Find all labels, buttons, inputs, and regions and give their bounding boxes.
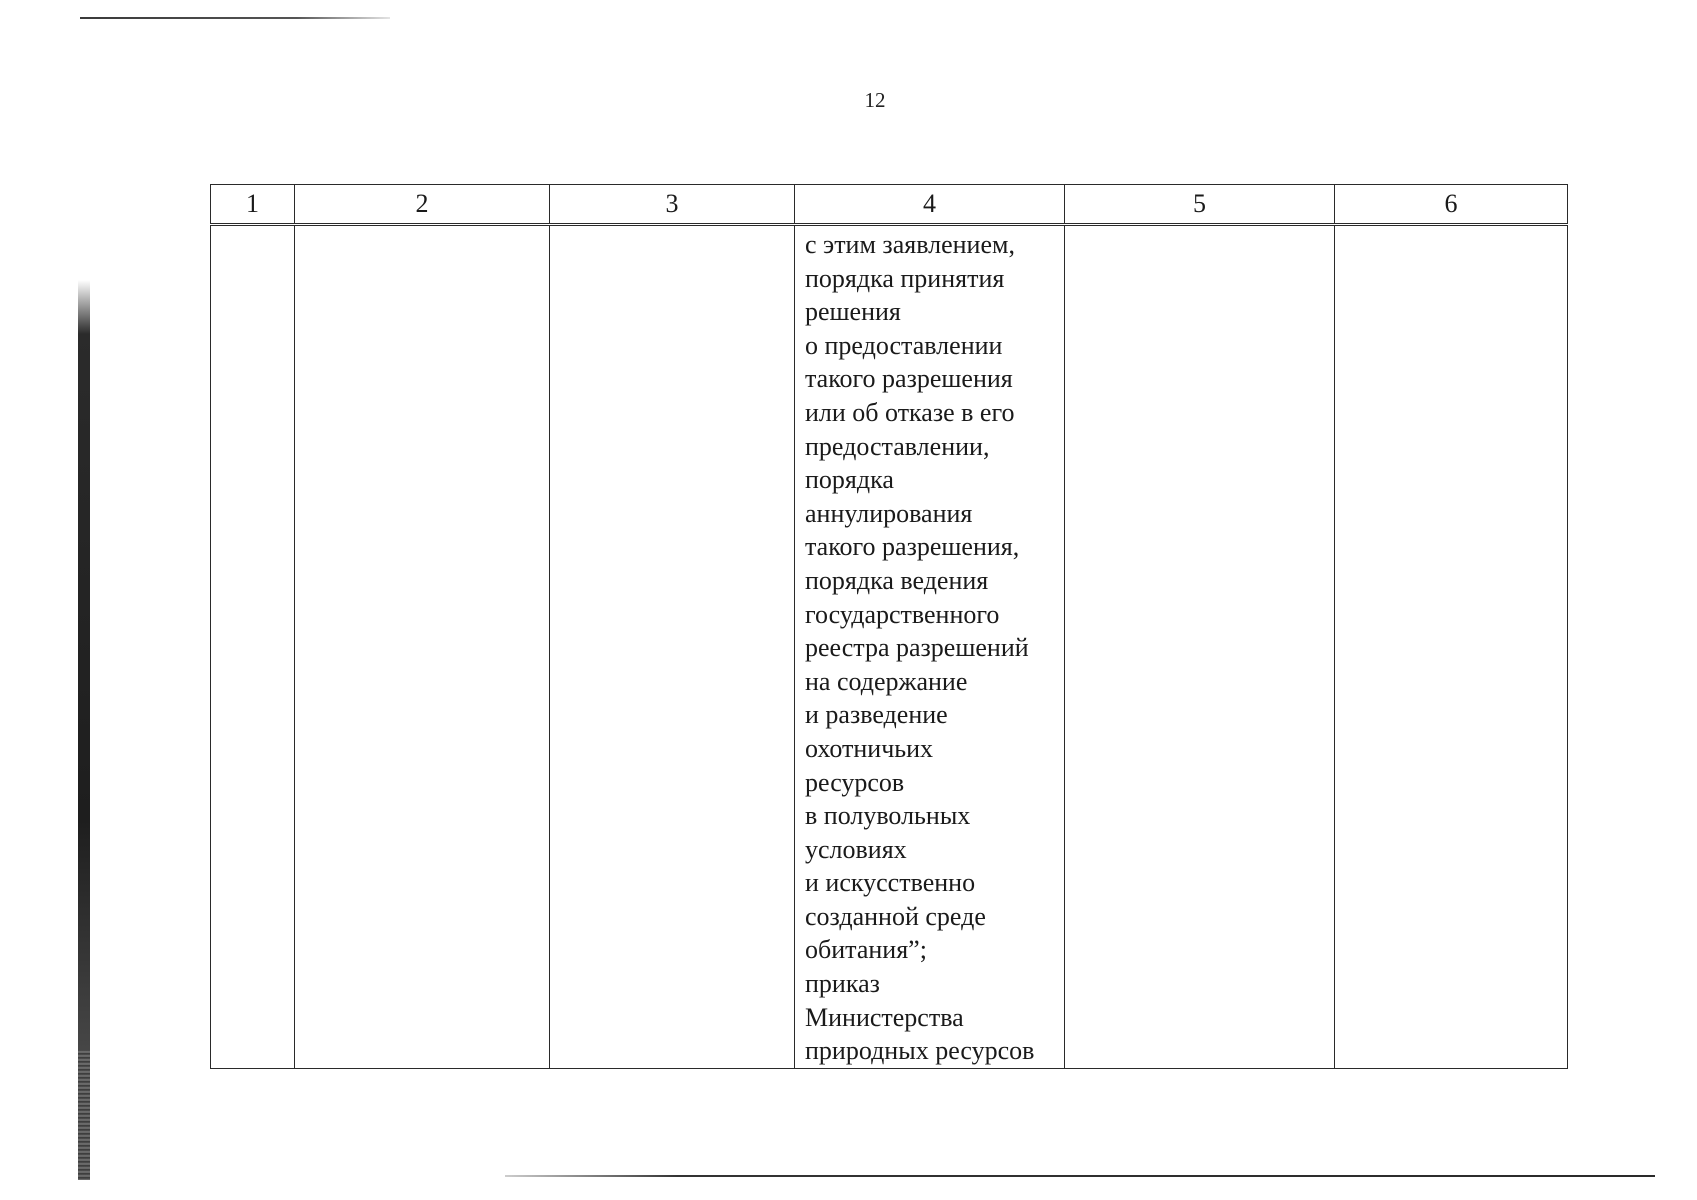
table-cell-col5 (1065, 225, 1335, 1069)
col4-text-line: охотничьих (805, 733, 934, 763)
col4-text-line: условиях (805, 834, 907, 864)
column-header-1: 1 (211, 185, 295, 225)
col4-text-line: в полувольных (805, 801, 971, 831)
table-cell-col6 (1335, 225, 1568, 1069)
col4-text-line: приказ (805, 969, 880, 999)
column-header-2: 2 (295, 185, 550, 225)
table-header-row (211, 185, 1568, 225)
scan-edge-top-line (80, 17, 390, 19)
col4-text-line: Министерства (805, 1002, 964, 1032)
scan-edge-bottom-line (505, 1175, 1655, 1177)
col4-text-line: и искусственно (805, 868, 976, 898)
col4-text-line: аннулирования (805, 498, 973, 528)
col4-text-line: порядка ведения (805, 565, 989, 595)
col4-text-line: такого разрешения, (805, 532, 1020, 562)
col4-text-line: решения (805, 297, 901, 327)
column-header-4: 4 (795, 185, 1065, 225)
scan-edge-left-shadow (78, 280, 90, 1180)
col4-text-line: обитания”; (805, 935, 927, 965)
col4-text-block (795, 226, 1064, 1068)
table-cell-col1 (211, 225, 295, 1069)
table-cell-col3 (550, 225, 795, 1069)
col4-text-line: и разведение (805, 700, 948, 730)
col4-text-line: созданной среде (805, 901, 986, 931)
table-cell-col4 (795, 225, 1065, 1069)
page-number: 12 (864, 88, 886, 112)
col4-text-line: порядка принятия (805, 263, 1005, 293)
col4-text-line: государственного (805, 599, 1000, 629)
col4-text-line: порядка (805, 465, 894, 495)
column-header-3: 3 (550, 185, 795, 225)
col4-text-line: на содержание (805, 666, 968, 696)
column-header-5: 5 (1065, 185, 1335, 225)
table-cell-col2 (295, 225, 550, 1069)
col4-text-line: с этим заявлением, (805, 230, 1015, 259)
col4-text-line: о предоставлении (805, 330, 1003, 360)
col4-text-line: такого разрешения (805, 364, 1013, 394)
col4-text-line: реестра разрешений (805, 633, 1029, 663)
col4-text-line: предоставлении, (805, 431, 990, 461)
document-table (210, 184, 1568, 1069)
col4-text-line: или об отказе в его (805, 397, 1015, 427)
col4-text-line: природных ресурсов (805, 1036, 1035, 1066)
column-header-6: 6 (1335, 185, 1568, 225)
table-row (211, 225, 1568, 1069)
col4-text-line: ресурсов (805, 767, 905, 797)
